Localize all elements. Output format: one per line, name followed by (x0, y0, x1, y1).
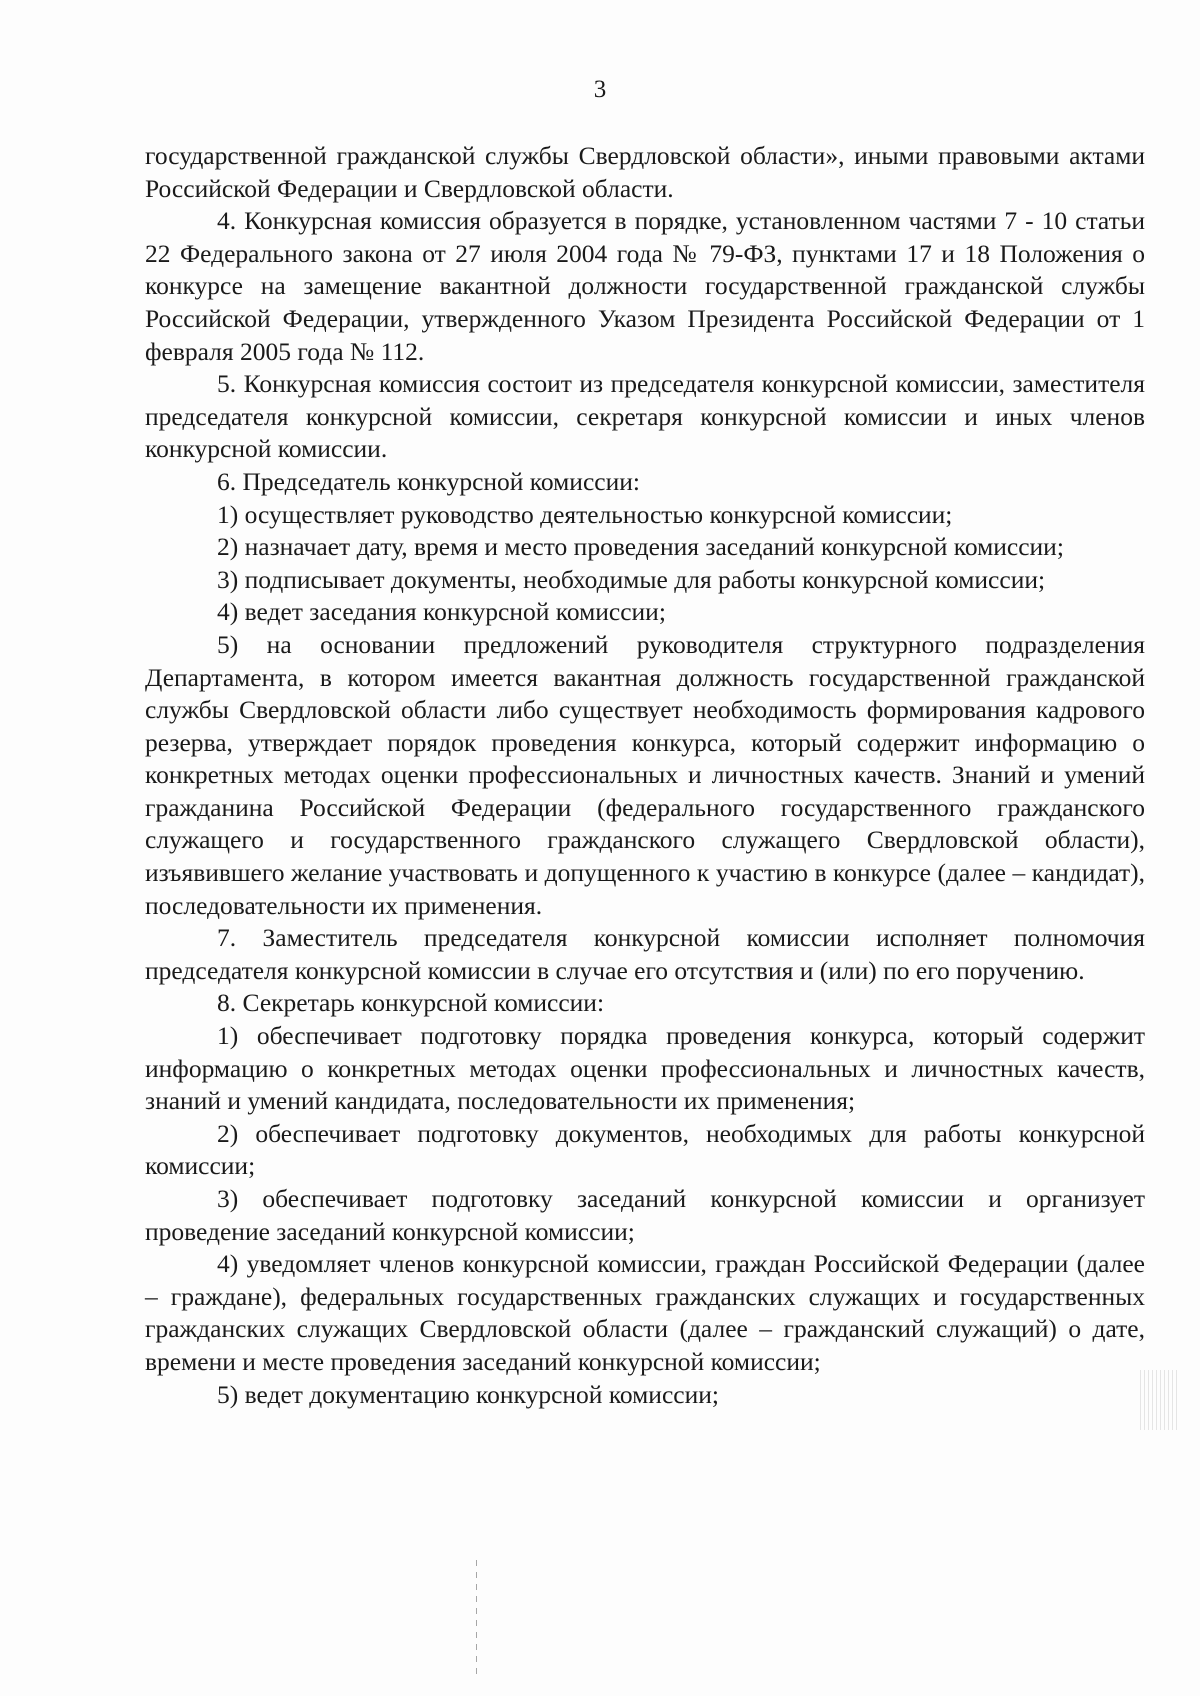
page-number: 3 (593, 76, 607, 103)
subitem-6-3: 3) подписывает документы, необходимые для работы конкурсной комиссии; (217, 564, 1046, 594)
subitem-6-2: 2) назначает дату, время и место проведения заседаний конкурсной комиссии; (217, 532, 1064, 562)
paragraph-item-6: 6. Председатель конкурсной комиссии: (217, 466, 640, 496)
paragraph-continuation: государственной гражданской службы Свердловской области», иными правовыми актами Российской Федерации и Свердловской области. (145, 141, 1145, 203)
paragraph-item-4: 4. Конкурсная комиссия образуется в порядке, установленном частями 7 - 10 статьи 22 Федерального закона от 27 июля 2004 года № 79-ФЗ, пунктами 17 и 18 Положения о конкурсе на замещение вакантной должности государственной гражданской службы Российской Федерации, утвержденного Указом Президента Российской Федерации от 1 февраля 2005 года № 112. (145, 206, 1145, 366)
paragraph-item-7: 7. Заместитель председателя конкурсной комиссии исполняет полномочия председателя конкурсной комиссии в случае его отсутствия и (или) по его поручению. (145, 923, 1145, 985)
scan-fold-line (476, 1560, 477, 1680)
subitem-8-1: 1) обеспечивает подготовку порядка проведения конкурса, который содержит информацию о конкретных методах оценки профессиональных и личностных качеств, знаний и умений кандидата, последовательности их применения; (145, 1021, 1145, 1116)
subitem-8-4: 4) уведомляет членов конкурсной комиссии, граждан Российской Федерации (далее – граждане), федеральных государственных гражданских служащих и государственных гражданских служащих Свердловской области (далее – гражданский служащий) о дате, времени и месте проведения заседаний конкурсной комиссии; (145, 1249, 1145, 1376)
subitem-8-3: 3) обеспечивает подготовку заседаний конкурсной комиссии и организует проведение заседаний конкурсной комиссии; (145, 1184, 1145, 1246)
subitem-6-1: 1) осуществляет руководство деятельностью конкурсной комиссии; (217, 499, 953, 529)
paragraph-item-5: 5. Конкурсная комиссия состоит из председателя конкурсной комиссии, заместителя председателя конкурсной комиссии, секретаря конкурсной комиссии и иных членов конкурсной комиссии. (145, 369, 1145, 464)
subitem-6-5: 5) на основании предложений руководителя структурного подразделения Департамента, в котором имеется вакантная должность государственной гражданской службы Свердловской области либо существует необходимость формирования кадрового резерва, утверждает порядок проведения конкурса, который содержит информацию о конкретных методах оценки профессиональных и личностных качеств. Знаний и умений гражданина Российской Федерации (федерального государственного гражданского служащего и государственного гражданского служащего Свердловской области), изъявившего желание участвовать и допущенного к участию в конкурсе (далее – кандидат), последовательности их применения. (145, 629, 1145, 920)
subitem-8-5: 5) ведет документацию конкурсной комиссии; (217, 1379, 719, 1409)
subitem-6-4: 4) ведет заседания конкурсной комиссии; (217, 597, 666, 627)
scan-artifact (1140, 1370, 1180, 1430)
paragraph-item-8: 8. Секретарь конкурсной комиссии: (217, 988, 605, 1018)
subitem-8-2: 2) обеспечивает подготовку документов, необходимых для работы конкурсной комиссии; (145, 1118, 1145, 1181)
document-body (145, 140, 1145, 1411)
